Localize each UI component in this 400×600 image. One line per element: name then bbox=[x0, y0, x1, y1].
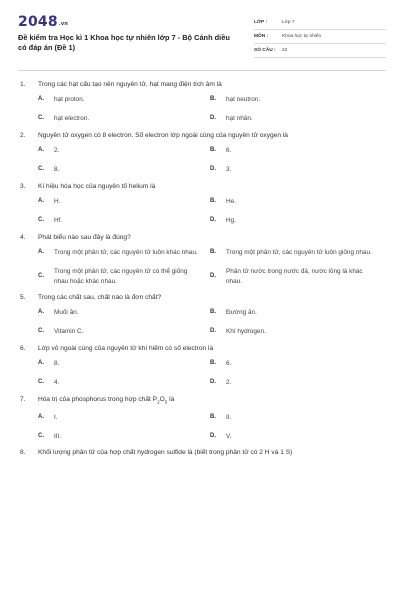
answer-option-d[interactable] bbox=[210, 378, 382, 388]
option-key: C. bbox=[38, 272, 44, 279]
option-text: 2. bbox=[226, 379, 232, 387]
option-text: V. bbox=[226, 432, 232, 440]
option-key: D. bbox=[210, 328, 216, 335]
option-key: B. bbox=[210, 198, 216, 205]
meta-key: LỚP : bbox=[254, 20, 268, 25]
option-text: H. bbox=[54, 198, 61, 206]
question-text: Phát biểu nào sau đây là đúng? bbox=[38, 234, 131, 241]
meta-row-question-count bbox=[254, 44, 386, 58]
question-text: Khối lượng phân tử của hợp chất hydrogen sulfide là (biết trong phân tử có 2 H và 1 S) bbox=[38, 449, 293, 457]
answer-option-c[interactable] bbox=[38, 327, 210, 337]
option-text: Muối ăn. bbox=[54, 309, 79, 317]
option-key: D. bbox=[210, 115, 216, 122]
answer-option-c[interactable] bbox=[38, 114, 210, 124]
option-key: C. bbox=[38, 217, 44, 224]
meta-value: Lớp 7 bbox=[282, 20, 295, 25]
question-number: 3. bbox=[20, 183, 26, 190]
answer-options bbox=[20, 412, 382, 441]
option-key: D. bbox=[210, 166, 216, 173]
answer-option-b[interactable] bbox=[210, 308, 382, 318]
meta-value: Khoa học tự nhiên bbox=[282, 34, 322, 39]
option-key: B. bbox=[210, 309, 216, 316]
option-text: hạt nhân. bbox=[226, 115, 253, 123]
answer-option-b[interactable] bbox=[210, 248, 382, 258]
option-key: B. bbox=[210, 96, 216, 103]
option-text: He. bbox=[226, 198, 236, 206]
answer-options bbox=[20, 95, 382, 124]
option-key: D. bbox=[210, 272, 216, 279]
question-number: 6. bbox=[20, 345, 26, 352]
answer-option-a[interactable] bbox=[38, 308, 210, 318]
option-key: C. bbox=[38, 328, 44, 335]
answer-options bbox=[20, 146, 382, 175]
option-key: B. bbox=[210, 413, 216, 420]
question-number: 8. bbox=[20, 449, 26, 457]
answer-options bbox=[20, 359, 382, 388]
answer-option-d[interactable] bbox=[210, 114, 382, 124]
option-key: B. bbox=[210, 360, 216, 367]
question-number: 7. bbox=[20, 396, 26, 403]
answer-option-d[interactable] bbox=[210, 267, 382, 286]
option-text: Phân tử nước trong nước đá, nước lỏng là khác nhau. bbox=[226, 268, 363, 285]
answer-option-a[interactable] bbox=[38, 412, 210, 422]
option-key: C. bbox=[38, 115, 44, 122]
option-text: hạt proton. bbox=[54, 96, 85, 104]
option-key: A. bbox=[38, 249, 44, 256]
question-6 bbox=[20, 344, 382, 388]
header-divider bbox=[18, 70, 386, 71]
answer-option-b[interactable] bbox=[210, 412, 382, 422]
question-number: 4. bbox=[20, 234, 26, 241]
option-text: 6. bbox=[226, 147, 232, 155]
option-key: C. bbox=[38, 379, 44, 386]
answer-option-b[interactable] bbox=[210, 197, 382, 207]
document-header bbox=[18, 14, 386, 66]
option-key: A. bbox=[38, 309, 44, 316]
option-key: A. bbox=[38, 96, 44, 103]
question-8 bbox=[20, 448, 382, 457]
answer-option-d[interactable] bbox=[210, 431, 382, 441]
site-logo[interactable]: 2048.vn bbox=[18, 14, 69, 30]
meta-key: SỐ CÂU : bbox=[254, 48, 276, 53]
answer-options bbox=[20, 248, 382, 286]
option-key: A. bbox=[38, 198, 44, 205]
answer-option-c[interactable] bbox=[38, 378, 210, 388]
question-text: Nguyên tử oxygen có 8 electron. Số electron lớp ngoài cùng của nguyên tử oxygen là bbox=[38, 132, 288, 139]
answer-option-c[interactable] bbox=[38, 165, 210, 175]
option-text: Trong một phân tử, các nguyên tử luôn giống nhau. bbox=[226, 249, 372, 257]
question-text: Lớp vỏ ngoài cùng của nguyên tử khí hiếm có số electron là bbox=[38, 345, 214, 352]
option-text: 8. bbox=[54, 360, 60, 368]
option-text: 3. bbox=[226, 166, 232, 174]
answer-option-a[interactable] bbox=[38, 146, 210, 156]
option-text: Vitamin C. bbox=[54, 328, 84, 336]
option-text: II. bbox=[226, 413, 232, 421]
question-number: 1. bbox=[20, 81, 26, 88]
answer-option-d[interactable] bbox=[210, 216, 382, 226]
question-number: 5. bbox=[20, 294, 26, 301]
option-key: B. bbox=[210, 147, 216, 154]
answer-option-a[interactable] bbox=[38, 248, 210, 258]
exam-info-panel bbox=[254, 16, 386, 58]
option-text: 2. bbox=[54, 147, 60, 155]
option-text: 6. bbox=[226, 360, 232, 368]
meta-row-class bbox=[254, 16, 386, 30]
option-key: B. bbox=[210, 249, 216, 256]
option-text: 8. bbox=[54, 166, 60, 174]
option-text: Khí hydrogen. bbox=[226, 328, 266, 336]
meta-key: MÔN : bbox=[254, 34, 269, 39]
option-key: C. bbox=[38, 432, 44, 439]
question-2 bbox=[20, 131, 382, 175]
answer-option-b[interactable] bbox=[210, 95, 382, 105]
option-text: hạt neutron. bbox=[226, 96, 261, 104]
option-text: Đường ăn. bbox=[226, 309, 257, 317]
option-text: Trong một phân tử, các nguyên tử luôn khác nhau. bbox=[54, 249, 198, 257]
question-text: Kí hiệu hóa học của nguyên tố helium là bbox=[38, 183, 156, 190]
answer-options bbox=[20, 308, 382, 337]
question-text: Hóa trị của phosphorus trong hợp chất $P_2O_5$ là bbox=[38, 396, 175, 405]
answer-option-d[interactable] bbox=[210, 165, 382, 175]
answer-option-a[interactable] bbox=[38, 359, 210, 369]
question-4 bbox=[20, 233, 382, 286]
answer-option-a[interactable] bbox=[38, 197, 210, 207]
option-text: Trong một phân tử, các nguyên tử có thể giống nhau hoặc khác nhau. bbox=[54, 268, 188, 285]
question-1 bbox=[20, 80, 382, 124]
question-5 bbox=[20, 293, 382, 337]
answer-option-d[interactable] bbox=[210, 327, 382, 337]
page-title: Đề kiểm tra Học kì 1 Khoa học tự nhiên lớp 7 - Bộ Cánh diều có đáp án (Đề 1) bbox=[18, 33, 230, 52]
option-key: D. bbox=[210, 432, 216, 439]
option-key: D. bbox=[210, 379, 216, 386]
question-3 bbox=[20, 182, 382, 226]
answer-options bbox=[20, 197, 382, 226]
option-key: D. bbox=[210, 217, 216, 224]
meta-value: 22 bbox=[282, 48, 288, 53]
answer-option-c[interactable] bbox=[38, 431, 210, 441]
question-list bbox=[20, 80, 382, 464]
option-text: Hg. bbox=[226, 217, 236, 225]
answer-option-c[interactable] bbox=[38, 267, 210, 286]
question-text: Trong các hạt cấu tạo nên nguyên tử, hạt mang điện tích âm là bbox=[38, 81, 222, 88]
question-text: Trong các chất sau, chất nào là đơn chất? bbox=[38, 294, 162, 301]
option-text: III. bbox=[54, 432, 62, 440]
answer-option-c[interactable] bbox=[38, 216, 210, 226]
option-text: hạt electron. bbox=[54, 115, 90, 123]
question-number: 2. bbox=[20, 132, 26, 139]
answer-option-b[interactable] bbox=[210, 146, 382, 156]
option-key: A. bbox=[38, 360, 44, 367]
option-text: Hf. bbox=[54, 217, 63, 225]
meta-row-subject bbox=[254, 30, 386, 44]
option-key: A. bbox=[38, 147, 44, 154]
question-7 bbox=[20, 395, 382, 441]
option-text: I. bbox=[54, 413, 58, 421]
option-text: 4. bbox=[54, 379, 60, 387]
answer-option-b[interactable] bbox=[210, 359, 382, 369]
answer-option-a[interactable] bbox=[38, 95, 210, 105]
option-key: C. bbox=[38, 166, 44, 173]
option-key: A. bbox=[38, 413, 44, 420]
